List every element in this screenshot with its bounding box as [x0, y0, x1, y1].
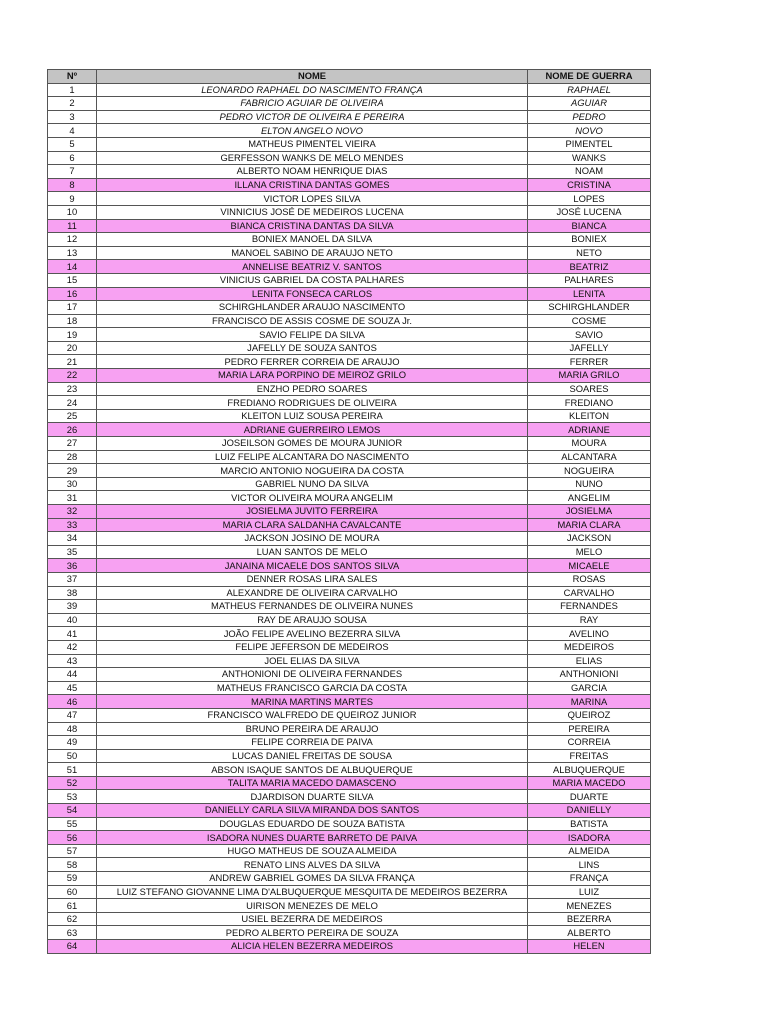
row-war-name: JAFELLY: [528, 341, 651, 355]
row-name: ANTHONIONI DE OLIVEIRA FERNANDES: [97, 668, 528, 682]
row-name: JOSIELMA JUVITO FERREIRA: [97, 505, 528, 519]
table-row: [48, 722, 651, 736]
row-war-name: COSME: [528, 314, 651, 328]
row-name: MARINA MARTINS MARTES: [97, 695, 528, 709]
row-number: 47: [48, 708, 97, 722]
row-war-name: NOGUEIRA: [528, 464, 651, 478]
row-name: ENZHO PEDRO SOARES: [97, 382, 528, 396]
row-name: JOÃO FELIPE AVELINO BEZERRA SILVA: [97, 627, 528, 641]
table-row: [48, 491, 651, 505]
row-name: FELIPE CORREIA DE PAIVA: [97, 736, 528, 750]
row-name: VINICIUS GABRIEL DA COSTA PALHARES: [97, 273, 528, 287]
row-name: ILLANA CRISTINA DANTAS GOMES: [97, 178, 528, 192]
row-war-name: NOAM: [528, 165, 651, 179]
row-name: ANDREW GABRIEL GOMES DA SILVA FRANÇA: [97, 872, 528, 886]
row-number: 53: [48, 790, 97, 804]
table-row: [48, 681, 651, 695]
table-row: [48, 137, 651, 151]
row-name: DJARDISON DUARTE SILVA: [97, 790, 528, 804]
table-row: [48, 124, 651, 138]
row-number: 30: [48, 477, 97, 491]
row-war-name: ALCANTARA: [528, 450, 651, 464]
row-name: VICTOR LOPES SILVA: [97, 192, 528, 206]
row-war-name: SOARES: [528, 382, 651, 396]
table-row: [48, 926, 651, 940]
row-number: 14: [48, 260, 97, 274]
row-number: 25: [48, 409, 97, 423]
row-number: 38: [48, 586, 97, 600]
row-name: PEDRO VICTOR DE OLIVEIRA E PEREIRA: [97, 110, 528, 124]
row-war-name: PIMENTEL: [528, 137, 651, 151]
row-name: RENATO LINS ALVES DA SILVA: [97, 858, 528, 872]
row-war-name: HELEN: [528, 940, 651, 954]
table-row: [48, 165, 651, 179]
row-war-name: BEATRIZ: [528, 260, 651, 274]
table-row: [48, 450, 651, 464]
row-number: 43: [48, 654, 97, 668]
row-number: 32: [48, 505, 97, 519]
row-name: DANIELLY CARLA SILVA MIRANDA DOS SANTOS: [97, 804, 528, 818]
table-row: [48, 804, 651, 818]
row-name: PEDRO ALBERTO PEREIRA DE SOUZA: [97, 926, 528, 940]
row-war-name: NUNO: [528, 477, 651, 491]
row-war-name: CORREIA: [528, 736, 651, 750]
row-war-name: PEDRO: [528, 110, 651, 124]
row-number: 5: [48, 137, 97, 151]
row-war-name: LENITA: [528, 287, 651, 301]
row-war-name: FRANÇA: [528, 872, 651, 886]
table-row: [48, 287, 651, 301]
table-row: [48, 355, 651, 369]
table-row: [48, 858, 651, 872]
row-number: 40: [48, 613, 97, 627]
row-war-name: FERRER: [528, 355, 651, 369]
row-war-name: JOSIELMA: [528, 505, 651, 519]
row-name: FREDIANO RODRIGUES DE OLIVEIRA: [97, 396, 528, 410]
row-war-name: ALBUQUERQUE: [528, 763, 651, 777]
row-name: FRANCISCO DE ASSIS COSME DE SOUZA Jr.: [97, 314, 528, 328]
row-number: 19: [48, 328, 97, 342]
row-number: 58: [48, 858, 97, 872]
row-war-name: BEZERRA: [528, 912, 651, 926]
table-row: [48, 695, 651, 709]
row-name: JACKSON JOSINO DE MOURA: [97, 532, 528, 546]
row-name: FABRICIO AGUIAR DE OLIVEIRA: [97, 97, 528, 111]
row-number: 37: [48, 572, 97, 586]
row-war-name: CRISTINA: [528, 178, 651, 192]
table-row: [48, 260, 651, 274]
row-name: VINNICIUS JOSÉ DE MEDEIROS LUCENA: [97, 205, 528, 219]
row-war-name: PALHARES: [528, 273, 651, 287]
row-war-name: PEREIRA: [528, 722, 651, 736]
row-number: 39: [48, 600, 97, 614]
row-number: 1: [48, 83, 97, 97]
row-number: 16: [48, 287, 97, 301]
row-number: 18: [48, 314, 97, 328]
row-name: BONIEX MANOEL DA SILVA: [97, 233, 528, 247]
row-name: TALITA MARIA MACEDO DAMASCENO: [97, 776, 528, 790]
row-name: LUIZ FELIPE ALCANTARA DO NASCIMENTO: [97, 450, 528, 464]
row-war-name: CARVALHO: [528, 586, 651, 600]
table-row: [48, 409, 651, 423]
row-name: ELTON ANGELO NOVO: [97, 124, 528, 138]
table-row: [48, 559, 651, 573]
row-number: 26: [48, 423, 97, 437]
row-name: LUCAS DANIEL FREITAS DE SOUSA: [97, 749, 528, 763]
row-number: 60: [48, 885, 97, 899]
row-war-name: MARIA GRILO: [528, 369, 651, 383]
row-name: DOUGLAS EDUARDO DE SOUZA BATISTA: [97, 817, 528, 831]
row-war-name: RAPHAEL: [528, 83, 651, 97]
table-body: [48, 83, 651, 953]
row-number: 44: [48, 668, 97, 682]
row-number: 6: [48, 151, 97, 165]
row-name: GERFESSON WANKS DE MELO MENDES: [97, 151, 528, 165]
row-name: LUIZ STEFANO GIOVANNE LIMA D'ALBUQUERQUE MESQUITA DE MEDEIROS BEZERRA: [97, 885, 528, 899]
row-number: 8: [48, 178, 97, 192]
table-row: [48, 940, 651, 954]
row-name: USIEL BEZERRA DE MEDEIROS: [97, 912, 528, 926]
row-war-name: ANGELIM: [528, 491, 651, 505]
table-header-row: [48, 70, 651, 84]
row-number: 24: [48, 396, 97, 410]
row-number: 61: [48, 899, 97, 913]
row-number: 64: [48, 940, 97, 954]
row-war-name: FERNANDES: [528, 600, 651, 614]
row-name: SAVIO FELIPE DA SILVA: [97, 328, 528, 342]
row-war-name: ALBERTO: [528, 926, 651, 940]
row-number: 13: [48, 246, 97, 260]
table-row: [48, 872, 651, 886]
row-number: 9: [48, 192, 97, 206]
row-number: 50: [48, 749, 97, 763]
table-row: [48, 192, 651, 206]
row-name: LEONARDO RAPHAEL DO NASCIMENTO FRANÇA: [97, 83, 528, 97]
table-row: [48, 545, 651, 559]
row-number: 23: [48, 382, 97, 396]
table-row: [48, 776, 651, 790]
row-number: 46: [48, 695, 97, 709]
table-row: [48, 668, 651, 682]
row-number: 33: [48, 518, 97, 532]
table-row: [48, 613, 651, 627]
row-number: 31: [48, 491, 97, 505]
row-war-name: ROSAS: [528, 572, 651, 586]
table-row: [48, 518, 651, 532]
row-name: UIRISON MENEZES DE MELO: [97, 899, 528, 913]
row-war-name: ELIAS: [528, 654, 651, 668]
table-row: [48, 246, 651, 260]
table-row: [48, 654, 651, 668]
table-row: [48, 586, 651, 600]
table-row: [48, 437, 651, 451]
row-name: ALEXANDRE DE OLIVEIRA CARVALHO: [97, 586, 528, 600]
table-row: [48, 151, 651, 165]
row-name: JOSEILSON GOMES DE MOURA JUNIOR: [97, 437, 528, 451]
table-row: [48, 328, 651, 342]
row-name: JANAINA MICAELE DOS SANTOS SILVA: [97, 559, 528, 573]
row-name: VICTOR OLIVEIRA MOURA ANGELIM: [97, 491, 528, 505]
row-war-name: ALMEIDA: [528, 844, 651, 858]
row-name: ABSON ISAQUE SANTOS DE ALBUQUERQUE: [97, 763, 528, 777]
table-row: [48, 396, 651, 410]
row-number: 41: [48, 627, 97, 641]
table-row: [48, 627, 651, 641]
row-number: 10: [48, 205, 97, 219]
row-number: 21: [48, 355, 97, 369]
row-name: SCHIRGHLANDER ARAUJO NASCIMENTO: [97, 301, 528, 315]
row-number: 22: [48, 369, 97, 383]
table-row: [48, 763, 651, 777]
row-number: 3: [48, 110, 97, 124]
row-war-name: AGUIAR: [528, 97, 651, 111]
table-row: [48, 341, 651, 355]
row-number: 51: [48, 763, 97, 777]
row-number: 20: [48, 341, 97, 355]
row-war-name: FREITAS: [528, 749, 651, 763]
row-number: 34: [48, 532, 97, 546]
row-name: BIANCA CRISTINA DANTAS DA SILVA: [97, 219, 528, 233]
row-number: 15: [48, 273, 97, 287]
table-row: [48, 423, 651, 437]
row-name: DENNER ROSAS LIRA SALES: [97, 572, 528, 586]
table-row: [48, 97, 651, 111]
table-row: [48, 532, 651, 546]
table-row: [48, 899, 651, 913]
table-row: [48, 273, 651, 287]
table-row: [48, 572, 651, 586]
row-number: 52: [48, 776, 97, 790]
row-name: MARCIO ANTONIO NOGUEIRA DA COSTA: [97, 464, 528, 478]
names-table: [47, 69, 651, 954]
row-war-name: ISADORA: [528, 831, 651, 845]
row-number: 17: [48, 301, 97, 315]
table-row: [48, 477, 651, 491]
row-war-name: AVELINO: [528, 627, 651, 641]
row-number: 36: [48, 559, 97, 573]
row-name: HUGO MATHEUS DE SOUZA ALMEIDA: [97, 844, 528, 858]
table-row: [48, 464, 651, 478]
row-war-name: RAY: [528, 613, 651, 627]
row-war-name: MOURA: [528, 437, 651, 451]
row-name: ALICIA HELEN BEZERRA MEDEIROS: [97, 940, 528, 954]
row-name: ISADORA NUNES DUARTE BARRETO DE PAIVA: [97, 831, 528, 845]
row-name: RAY DE ARAUJO SOUSA: [97, 613, 528, 627]
row-number: 2: [48, 97, 97, 111]
row-war-name: SAVIO: [528, 328, 651, 342]
row-number: 4: [48, 124, 97, 138]
row-name: MANOEL SABINO DE ARAUJO NETO: [97, 246, 528, 260]
row-war-name: LOPES: [528, 192, 651, 206]
row-war-name: QUEIROZ: [528, 708, 651, 722]
row-name: ADRIANE GUERREIRO LEMOS: [97, 423, 528, 437]
table-row: [48, 205, 651, 219]
row-war-name: MARINA: [528, 695, 651, 709]
row-number: 11: [48, 219, 97, 233]
row-name: ANNELISE BEATRIZ V. SANTOS: [97, 260, 528, 274]
row-number: 63: [48, 926, 97, 940]
row-name: MATHEUS FERNANDES DE OLIVEIRA NUNES: [97, 600, 528, 614]
table-row: [48, 600, 651, 614]
row-name: BRUNO PEREIRA DE ARAUJO: [97, 722, 528, 736]
row-name: MARIA CLARA SALDANHA CAVALCANTE: [97, 518, 528, 532]
row-number: 59: [48, 872, 97, 886]
row-war-name: FREDIANO: [528, 396, 651, 410]
table-row: [48, 749, 651, 763]
row-name: PEDRO FERRER CORREIA DE ARAUJO: [97, 355, 528, 369]
table-row: [48, 640, 651, 654]
row-name: KLEITON LUIZ SOUSA PEREIRA: [97, 409, 528, 423]
row-war-name: MENEZES: [528, 899, 651, 913]
table-row: [48, 736, 651, 750]
table-row: [48, 219, 651, 233]
table-row: [48, 314, 651, 328]
row-name: MATHEUS PIMENTEL VIEIRA: [97, 137, 528, 151]
table-row: [48, 790, 651, 804]
row-war-name: SCHIRGHLANDER: [528, 301, 651, 315]
table-row: [48, 382, 651, 396]
table-row: [48, 885, 651, 899]
row-war-name: MICAELE: [528, 559, 651, 573]
row-number: 7: [48, 165, 97, 179]
header-name: NOME: [97, 70, 528, 84]
row-number: 54: [48, 804, 97, 818]
table-row: [48, 178, 651, 192]
row-war-name: DANIELLY: [528, 804, 651, 818]
row-war-name: JACKSON: [528, 532, 651, 546]
row-war-name: MARIA CLARA: [528, 518, 651, 532]
row-number: 48: [48, 722, 97, 736]
row-war-name: MARIA MACEDO: [528, 776, 651, 790]
row-war-name: WANKS: [528, 151, 651, 165]
row-war-name: BIANCA: [528, 219, 651, 233]
row-war-name: ANTHONIONI: [528, 668, 651, 682]
row-name: GABRIEL NUNO DA SILVA: [97, 477, 528, 491]
row-name: LENITA FONSECA CARLOS: [97, 287, 528, 301]
row-name: MARIA LARA PORPINO DE MEIROZ GRILO: [97, 369, 528, 383]
row-war-name: MELO: [528, 545, 651, 559]
row-name: LUAN SANTOS DE MELO: [97, 545, 528, 559]
table-row: [48, 708, 651, 722]
row-number: 12: [48, 233, 97, 247]
row-name: MATHEUS FRANCISCO GARCIA DA COSTA: [97, 681, 528, 695]
row-war-name: KLEITON: [528, 409, 651, 423]
row-number: 45: [48, 681, 97, 695]
row-war-name: GARCIA: [528, 681, 651, 695]
header-war-name: NOME DE GUERRA: [528, 70, 651, 84]
table-row: [48, 505, 651, 519]
row-number: 62: [48, 912, 97, 926]
table-row: [48, 844, 651, 858]
row-name: ALBERTO NOAM HENRIQUE DIAS: [97, 165, 528, 179]
table-row: [48, 110, 651, 124]
row-name: JOEL ELIAS DA SILVA: [97, 654, 528, 668]
row-war-name: LUIZ: [528, 885, 651, 899]
row-war-name: JOSÉ LUCENA: [528, 205, 651, 219]
row-war-name: BATISTA: [528, 817, 651, 831]
row-number: 49: [48, 736, 97, 750]
header-number: Nº: [48, 70, 97, 84]
row-number: 29: [48, 464, 97, 478]
row-war-name: DUARTE: [528, 790, 651, 804]
row-number: 35: [48, 545, 97, 559]
row-name: JAFELLY DE SOUZA SANTOS: [97, 341, 528, 355]
row-name: FELIPE JEFERSON DE MEDEIROS: [97, 640, 528, 654]
table-row: [48, 369, 651, 383]
row-number: 56: [48, 831, 97, 845]
row-number: 42: [48, 640, 97, 654]
row-war-name: BONIEX: [528, 233, 651, 247]
table-row: [48, 912, 651, 926]
table-row: [48, 83, 651, 97]
row-war-name: NOVO: [528, 124, 651, 138]
table-row: [48, 301, 651, 315]
row-number: 55: [48, 817, 97, 831]
row-war-name: NETO: [528, 246, 651, 260]
table-row: [48, 831, 651, 845]
row-number: 27: [48, 437, 97, 451]
row-war-name: ADRIANE: [528, 423, 651, 437]
row-war-name: LINS: [528, 858, 651, 872]
row-number: 57: [48, 844, 97, 858]
table-row: [48, 233, 651, 247]
row-name: FRANCISCO WALFREDO DE QUEIROZ JUNIOR: [97, 708, 528, 722]
row-war-name: MEDEIROS: [528, 640, 651, 654]
row-number: 28: [48, 450, 97, 464]
table-row: [48, 817, 651, 831]
